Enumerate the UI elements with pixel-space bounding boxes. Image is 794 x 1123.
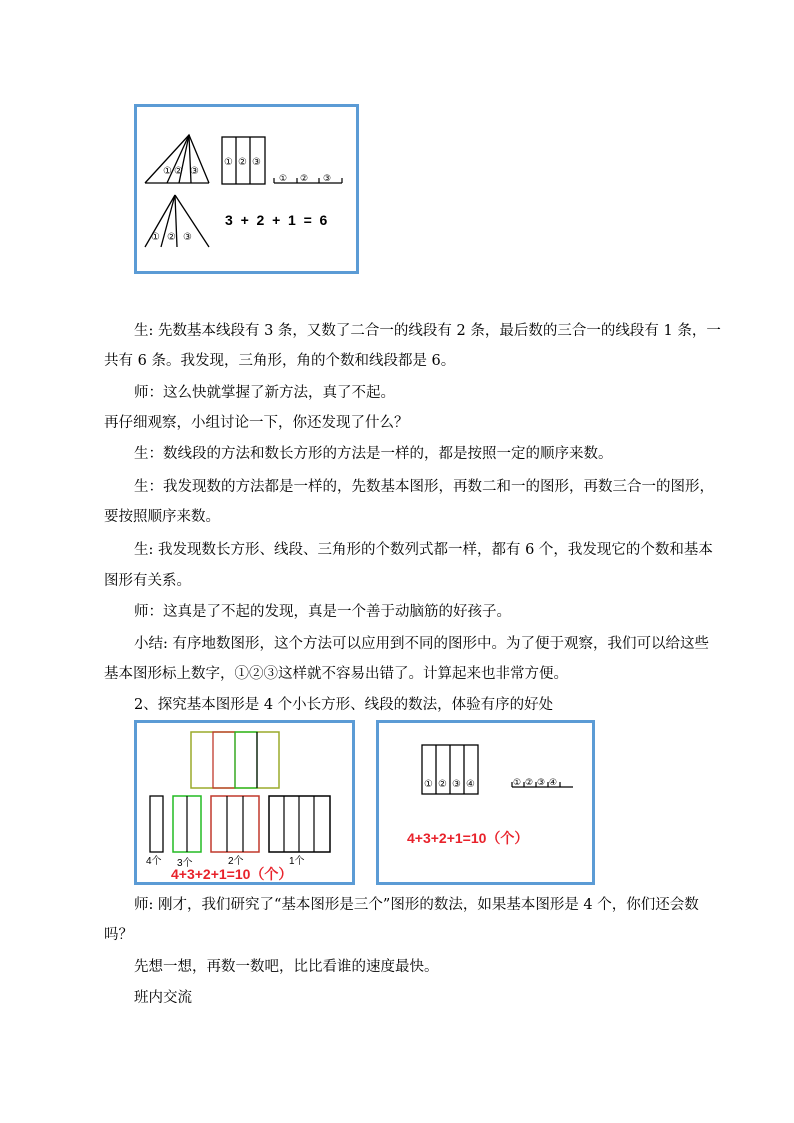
rect-label-2: ② bbox=[238, 157, 247, 168]
figure1-equation: 3 + 2 + 1 = 6 bbox=[225, 212, 328, 228]
para-student-3a: 生：我发现数的方法都是一样的，先数基本图形，再数二和一的图形，再数三合一的图形， bbox=[134, 479, 714, 495]
seg4-label-2: ② bbox=[525, 777, 534, 787]
tri1-label-1: ① bbox=[163, 166, 172, 177]
para-student-1a: 生: 先数基本线段有 3 条，又数了二合一的线段有 2 条，最后数的三合一的线段有 1 条，一 bbox=[134, 323, 721, 339]
seg-label-1: ① bbox=[279, 173, 288, 183]
section-heading-2: 2、探究基本图形是 4 个小长方形、线段的数法，体验有序的好处 bbox=[134, 697, 554, 713]
para-student-1b: 共有 6 条。我发现，三角形，角的个数和线段都是 6。 bbox=[104, 353, 456, 369]
angle-label-3: ③ bbox=[183, 232, 192, 243]
count-label-1: 1个 bbox=[289, 856, 305, 867]
figure-rect-segment-four bbox=[376, 720, 595, 885]
tri1-label-2: ② bbox=[174, 166, 183, 177]
para-teacher-3a: 师: 刚才，我们研究了“基本图形是三个”图形的数法，如果基本图形是 4 个，你们还会数 bbox=[134, 897, 699, 913]
figure3-equation: 4+3+2+1=10（个） bbox=[407, 830, 529, 846]
angle-label-2: ② bbox=[167, 232, 176, 243]
seg-label-2: ② bbox=[300, 173, 309, 183]
figure-1-drawing bbox=[137, 107, 356, 271]
figure-rect-counting-colored bbox=[134, 720, 355, 885]
para-summary-a: 小结: 有序地数图形，这个方法可以应用到不同的图形中。为了便于观察，我们可以给这些 bbox=[134, 636, 709, 652]
figure-counting-three bbox=[134, 104, 359, 274]
rect4-label-4: ④ bbox=[466, 779, 475, 790]
seg4-label-1: ① bbox=[513, 777, 522, 787]
para-class-discussion: 班内交流 bbox=[134, 990, 192, 1006]
para-student-3b: 要按照顺序来数。 bbox=[104, 509, 220, 525]
para-teacher-2: 师：这真是了不起的发现，真是一个善于动脑筋的好孩子。 bbox=[134, 604, 511, 620]
figure-3-drawing bbox=[379, 723, 592, 882]
para-teacher-3b: 吗？ bbox=[104, 927, 133, 943]
para-student-4b: 图形有关系。 bbox=[104, 573, 191, 589]
rect-label-3: ③ bbox=[252, 157, 261, 168]
figure-2-drawing bbox=[137, 723, 352, 882]
count-label-3: 3个 bbox=[177, 858, 193, 869]
seg4-label-3: ③ bbox=[537, 777, 546, 787]
count-label-4: 4个 bbox=[146, 856, 162, 867]
rect4-label-3: ③ bbox=[452, 779, 461, 790]
para-prompt: 再仔细观察，小组讨论一下，你还发现了什么？ bbox=[104, 415, 409, 431]
figure2-equation: 4+3+2+1=10（个） bbox=[171, 866, 293, 882]
seg-label-3: ③ bbox=[323, 173, 332, 183]
angle-label-1: ① bbox=[151, 232, 160, 243]
para-summary-b: 基本图形标上数字，①②③这样就不容易出错了。计算起来也非常方便。 bbox=[104, 666, 568, 682]
para-instruction: 先想一想，再数一数吧，比比看谁的速度最快。 bbox=[134, 959, 439, 975]
count-label-2: 2个 bbox=[228, 856, 244, 867]
tri1-label-3: ③ bbox=[190, 166, 199, 177]
rect-label-1: ① bbox=[224, 157, 233, 168]
rect4-label-1: ① bbox=[424, 779, 433, 790]
seg4-label-4: ④ bbox=[549, 777, 558, 787]
para-teacher-1: 师：这么快就掌握了新方法，真了不起。 bbox=[134, 385, 395, 401]
para-student-4a: 生: 我发现数长方形、线段、三角形的个数列式都一样，都有 6 个，我发现它的个数和基本 bbox=[134, 542, 713, 558]
para-student-2: 生：数线段的方法和数长方形的方法是一样的，都是按照一定的顺序来数。 bbox=[134, 446, 613, 462]
rect4-label-2: ② bbox=[438, 779, 447, 790]
